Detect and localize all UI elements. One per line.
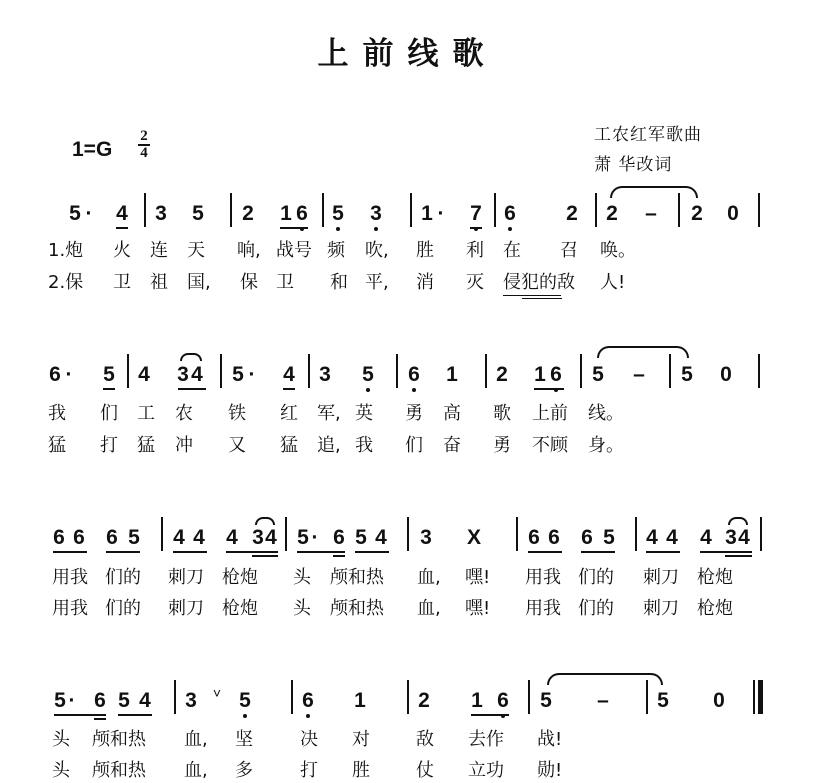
lyric: 天 [187,240,205,261]
note: 6 [296,202,308,225]
lyric: 高 [443,403,461,424]
note: 5 [355,526,367,549]
time-signature [138,130,150,160]
lyric: 颅和热 [330,567,384,588]
note: 6 [550,363,562,386]
underline [725,555,752,557]
rest: 0 [713,689,725,712]
note: 4 [646,526,658,549]
lyric: 决 [300,729,318,750]
note: 5 [603,526,615,549]
lyric: 铁 [228,403,246,424]
lyric: 消 [416,272,434,293]
lyric: 勋! [537,760,563,781]
dot: · [437,202,445,225]
lyric: 们的 [105,567,141,588]
lyric: 追, [317,435,341,456]
underline [581,551,615,553]
lyric: 保 [240,272,258,293]
slur [728,517,748,525]
bar-line [407,680,409,714]
bar-line [396,354,398,388]
tie [610,186,698,198]
bar-line [528,680,530,714]
note: 6 [497,689,509,712]
lyric: 胜 [416,240,434,261]
underline [178,388,206,390]
lyrics-credit: 萧 华改词 [594,155,673,175]
note: 3 [185,689,197,712]
note: 4 [666,526,678,549]
bar-line [291,680,293,714]
underline [355,551,389,553]
bar-line [758,354,760,388]
note: 6 [94,689,106,712]
lyric: 用我 [525,567,561,588]
lyric: 颅和热 [92,729,146,750]
underline [116,227,128,229]
underline [534,388,564,390]
bar-line [485,354,487,388]
underline [470,227,482,229]
lyric-underlined: 侵犯的敌 [503,272,575,293]
lyric: 刺刀 [168,567,204,588]
lyric: 刺刀 [643,598,679,619]
lyric: 立功 [468,760,504,781]
final-bar-thick [758,680,763,714]
bar-line [220,354,222,388]
note: 5 [103,363,115,386]
note: 1 [280,202,292,225]
dot: · [68,689,76,712]
lyric: 坚 [235,729,253,750]
bar-line [494,193,496,227]
lyric: 在 [503,240,521,261]
lyric: 连 [150,240,168,261]
key-signature [72,138,112,162]
lyric: 用我 [52,567,88,588]
lyric: 人! [600,272,626,293]
note: 6 [581,526,593,549]
rest: 0 [720,363,732,386]
bar-line [678,193,680,227]
lyric: 多 [235,760,253,781]
lyric: 刺刀 [643,567,679,588]
lyric: 去作 [468,729,504,750]
note: 6 [504,202,516,225]
lyric: 猛 [280,435,298,456]
note: 5 [657,689,669,712]
note: 1 [421,202,433,225]
note: 1 [471,689,483,712]
underline [103,388,115,390]
note: 5 [69,202,81,225]
note: 6 [73,526,85,549]
lyric: 卫 [113,272,131,293]
note: 5 [232,363,244,386]
lyric: 响, [237,240,261,261]
time-top: 2 [140,128,148,144]
lyric: 身。 [588,435,624,456]
lyric: 1.炮 [48,240,84,261]
note: 5 [54,689,66,712]
note: 5 [592,363,604,386]
dash: – [633,363,645,386]
lyric: 血, [417,598,441,619]
bar-line [580,354,582,388]
lyric: 勇 [405,403,423,424]
lyric: 火 [113,240,131,261]
lyric-underline [522,298,562,299]
lyric: 上前 [532,403,568,424]
time-bottom: 4 [140,145,148,161]
bar-line [407,517,409,551]
note: 2 [496,363,508,386]
lyric: 祖 [150,272,168,293]
song-title: 上前线歌 [317,36,498,72]
lyric: 枪炮 [697,567,733,588]
lyric: 打 [100,435,118,456]
note: 6 [49,363,61,386]
lyric: 胜 [352,760,370,781]
note: 4 [265,526,277,549]
bar-line [760,517,762,551]
note: 5 [118,689,130,712]
note: 7 [470,202,482,225]
underline [646,551,680,553]
note: 2 [242,202,254,225]
lyric: 猛 [137,435,155,456]
lyric: 血, [417,567,441,588]
note: 6 [302,689,314,712]
note: 6 [333,526,345,549]
lyric: 冲 [175,435,193,456]
bar-line [308,354,310,388]
note: 3 [319,363,331,386]
note: 3 [155,202,167,225]
dot: · [248,363,256,386]
underline [528,551,562,553]
bar-line [669,354,671,388]
lyric: 军, [317,403,341,424]
lyric: 召 [560,240,578,261]
note: 5 [332,202,344,225]
lyric: 卫 [276,272,294,293]
slur [255,517,275,525]
lyric: 我 [48,403,66,424]
underline [297,551,345,553]
note: 5 [540,689,552,712]
lyric: 刺刀 [168,598,204,619]
breath-mark: ˅ [212,685,222,701]
bar-line [595,193,597,227]
dot: · [65,363,73,386]
underline [252,555,278,557]
lyric: 灭 [466,272,484,293]
note: 4 [375,526,387,549]
lyric: 嘿! [465,567,491,588]
bar-line [516,517,518,551]
lyric: 猛 [48,435,66,456]
lyric: 2.保 [48,272,84,293]
note: 5 [192,202,204,225]
lyric: 头 [52,729,70,750]
lyric: 战号 [276,240,312,261]
tie [597,346,689,358]
bar-line [161,517,163,551]
bar-line [322,193,324,227]
note: 2 [691,202,703,225]
lyric: 头 [293,598,311,619]
note: 3 [370,202,382,225]
lyric: 勇 [493,435,511,456]
note: 3 [725,526,737,549]
music-credit: 工农红军歌曲 [594,125,702,145]
dot: · [85,202,93,225]
lyric: 我 [355,435,373,456]
lyric: 用我 [52,598,88,619]
bar-line [410,193,412,227]
note: 4 [283,363,295,386]
underline [700,551,752,553]
note: 4 [738,526,750,549]
underline [173,551,207,553]
lyric: 们的 [578,567,614,588]
lyric: 枪炮 [697,598,733,619]
note: 6 [106,526,118,549]
lyric: 颅和热 [330,598,384,619]
note: 5 [297,526,309,549]
lyric: 打 [300,760,318,781]
lyric: 头 [293,567,311,588]
lyric: 农 [175,403,193,424]
note: 5 [362,363,374,386]
shout-note: X [467,526,482,549]
dash: – [597,689,609,712]
note: 2 [566,202,578,225]
bar-line [144,193,146,227]
lyric: 们的 [578,598,614,619]
note: 1 [446,363,458,386]
lyric: 血, [184,760,208,781]
bar-line [285,517,287,551]
note: 5 [239,689,251,712]
lyric: 颅和热 [92,760,146,781]
lyric-underline [503,295,561,296]
underline [283,388,295,390]
rest: 0 [727,202,739,225]
bar-line [127,354,129,388]
lyric: 奋 [443,435,461,456]
lyric: 敌 [416,729,434,750]
note: 4 [226,526,238,549]
lyric: 战! [537,729,563,750]
note: 6 [53,526,65,549]
note: 4 [193,526,205,549]
underline [280,227,308,229]
lyric: 枪炮 [222,598,258,619]
bar-line [646,680,648,714]
note: 4 [173,526,185,549]
lyric: 们 [405,435,423,456]
lyric: 头 [52,760,70,781]
underline [53,551,87,553]
underline [106,551,140,553]
note: 6 [548,526,560,549]
lyric: 们的 [105,598,141,619]
lyric: 国, [187,272,211,293]
slur [180,353,202,361]
bar-line [758,193,760,227]
lyric: 血, [184,729,208,750]
lyric: 歌 [493,403,511,424]
dot: · [311,526,319,549]
note: 6 [408,363,420,386]
underline [94,718,106,720]
note: 5 [681,363,693,386]
note: 1 [534,363,546,386]
lyric: 们 [100,403,118,424]
lyric: 工 [137,403,155,424]
note: 2 [606,202,618,225]
bar-line [230,193,232,227]
underline [226,551,278,553]
lyric: 不顾 [532,435,568,456]
lyric: 枪炮 [222,567,258,588]
final-bar-thin [753,680,755,714]
note: 6 [528,526,540,549]
note: 3 [252,526,264,549]
note: 4 [700,526,712,549]
lyric: 对 [352,729,370,750]
lyric: 红 [280,403,298,424]
note: 1 [354,689,366,712]
underline [333,555,345,557]
bar-line [174,680,176,714]
key-label: 1=G [72,138,113,161]
note: 3 [177,363,189,386]
bar-line [635,517,637,551]
note: 4 [116,202,128,225]
lyric: 和 [330,272,348,293]
lyric: 用我 [525,598,561,619]
underline [118,714,152,716]
dash: – [645,202,657,225]
underline [471,714,509,716]
note: 4 [138,363,150,386]
note: 5 [128,526,140,549]
lyric: 吹, [365,240,389,261]
lyric: 利 [466,240,484,261]
lyric: 线。 [588,403,624,424]
note: 2 [418,689,430,712]
underline [54,714,106,716]
note: 3 [420,526,432,549]
lyric: 又 [228,435,246,456]
lyric: 嘿! [465,598,491,619]
note: 4 [191,363,203,386]
lyric: 平, [365,272,389,293]
lyric: 仗 [416,760,434,781]
lyric: 唤。 [600,240,636,261]
lyric: 频 [327,240,345,261]
lyric: 英 [355,403,373,424]
note: 4 [139,689,151,712]
